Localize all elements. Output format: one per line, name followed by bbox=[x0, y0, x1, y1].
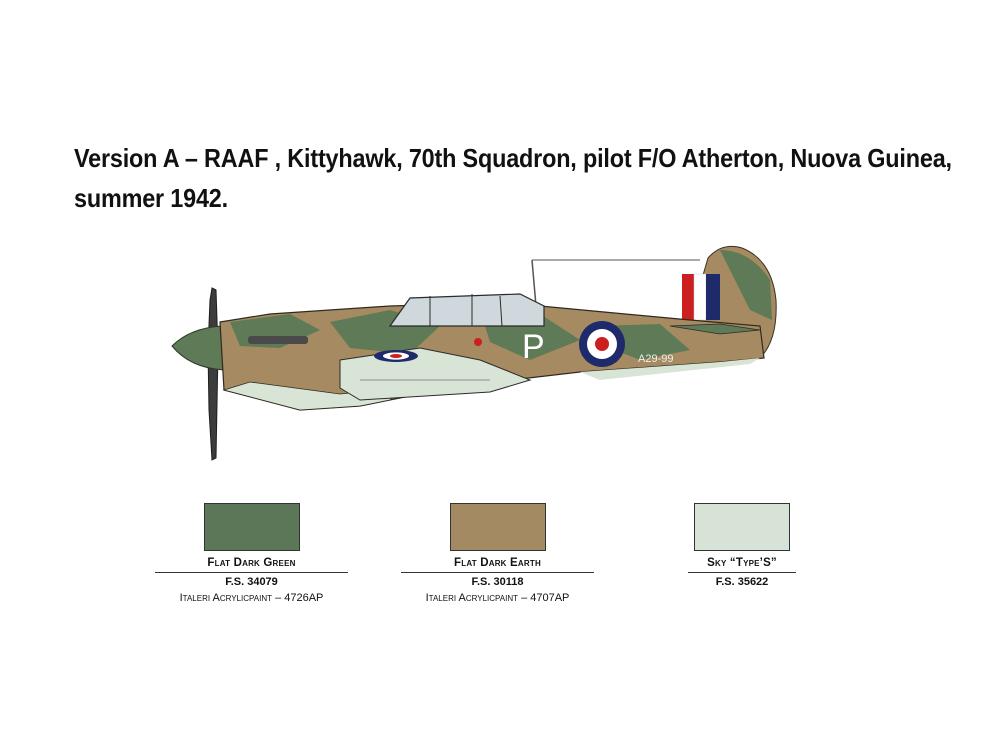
swatch-color-box bbox=[204, 503, 300, 551]
title-line-1: Version A – RAAF , Kittyhawk, 70th Squadron, pilot F/O Atherton, Nuova Guinea, bbox=[74, 143, 952, 173]
aircraft-profile-illustration bbox=[160, 230, 800, 470]
fin-flash-white bbox=[694, 274, 706, 320]
fin-flash-red bbox=[682, 274, 694, 320]
swatch-color-box bbox=[694, 503, 790, 551]
serial-number: A29-99 bbox=[638, 353, 674, 365]
swatch-paint-code: Italeri Acrylicpaint – 4707AP bbox=[425, 592, 570, 604]
swatch-fs-code: F.S. 35622 bbox=[715, 576, 769, 588]
fuselage-letter: P bbox=[522, 328, 545, 366]
swatch-fs-code: F.S. 34079 bbox=[225, 576, 278, 588]
color-swatch-flat-dark-earth bbox=[401, 503, 594, 604]
swatch-name: Flat Dark Earth bbox=[401, 557, 594, 573]
swatch-name: Sky “Type’S” bbox=[688, 557, 796, 573]
title-line-2: summer 1942. bbox=[74, 183, 228, 213]
color-swatch-sky-type-s bbox=[688, 503, 796, 588]
color-swatch-flat-dark-green bbox=[155, 503, 348, 604]
page-title bbox=[74, 138, 952, 218]
swatch-name: Flat Dark Green bbox=[155, 557, 348, 573]
swatch-color-box bbox=[450, 503, 546, 551]
fin-flash-blue bbox=[706, 274, 720, 320]
canopy bbox=[390, 294, 544, 326]
swatch-paint-code: Italeri Acrylicpaint – 4726AP bbox=[179, 592, 324, 604]
spinner bbox=[172, 326, 224, 370]
propeller bbox=[208, 288, 218, 460]
swatch-fs-code: F.S. 30118 bbox=[471, 576, 524, 588]
